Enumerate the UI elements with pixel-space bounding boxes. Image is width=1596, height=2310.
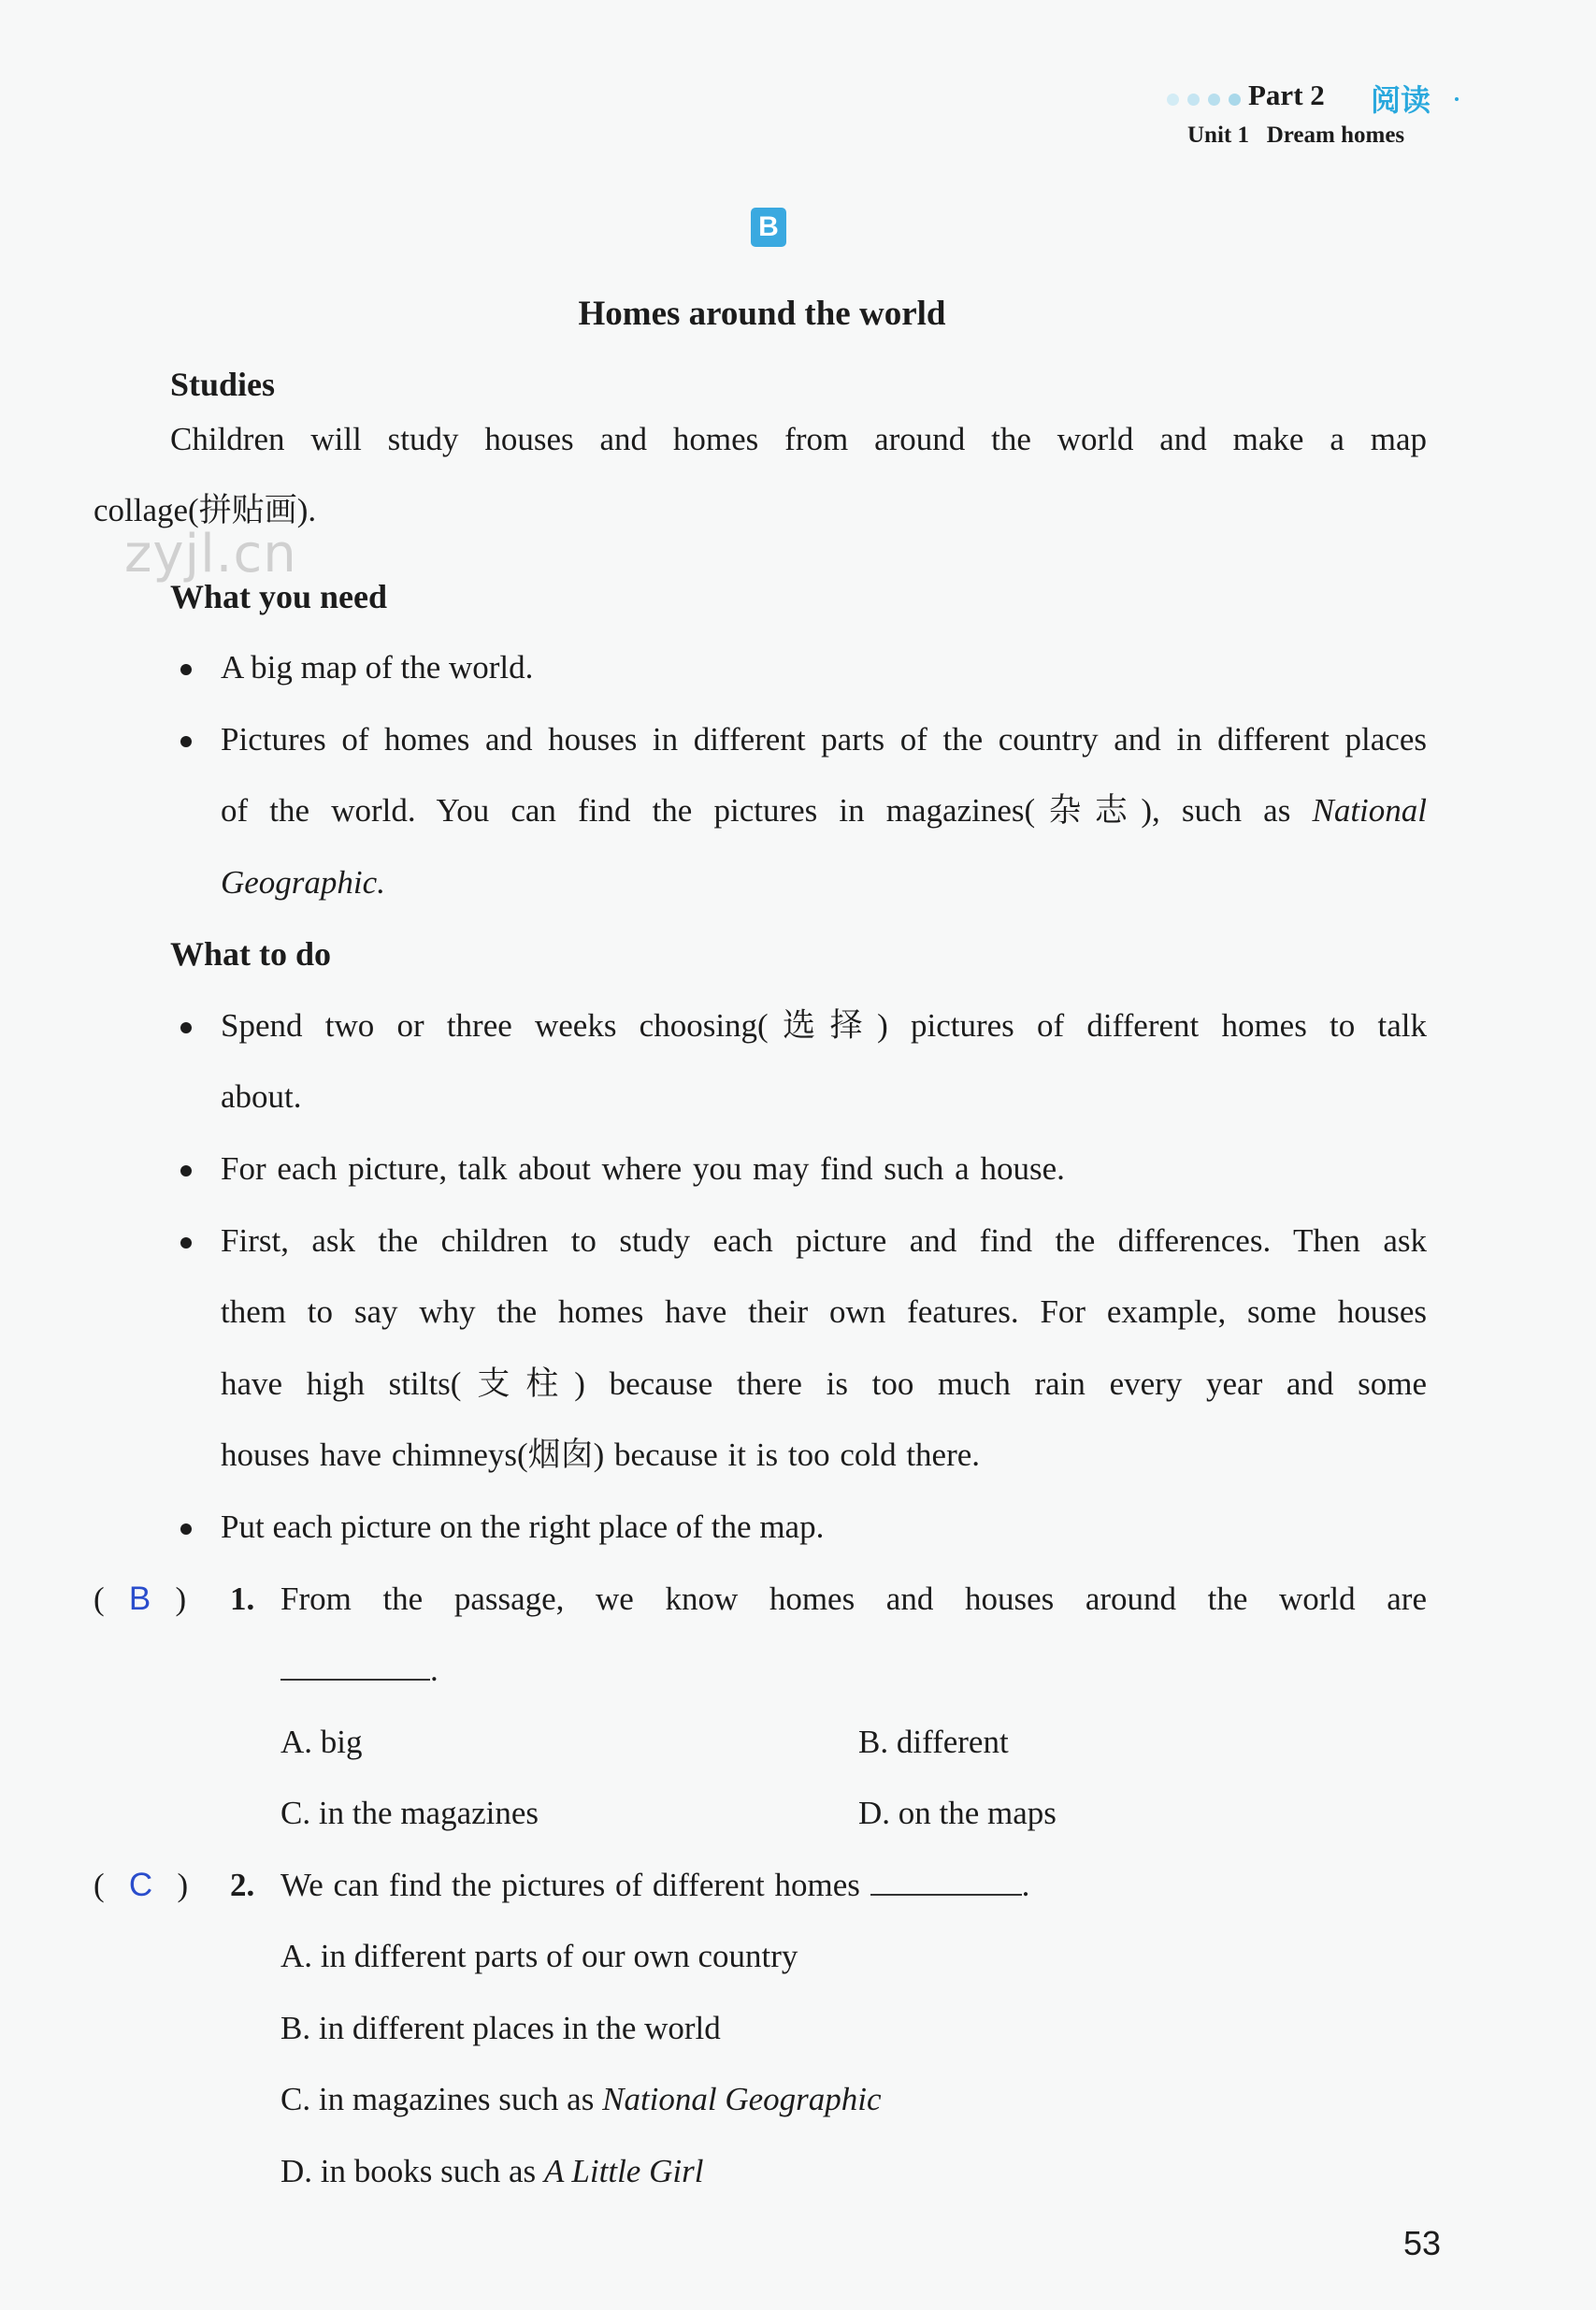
question-2-option-b: B. in different places in the world <box>280 2010 721 2046</box>
magazine-name-italic-2: Geographic. <box>221 864 385 901</box>
bullet-icon <box>180 1237 192 1249</box>
bullet-icon <box>180 1523 192 1535</box>
bullet-icon <box>180 664 192 675</box>
header-unit-label: Unit 1 <box>1187 123 1249 148</box>
what-you-need-heading: What you need <box>170 578 388 615</box>
header-dot <box>1455 97 1459 101</box>
question-2-option-c-text: C. in magazines such as <box>280 2081 595 2117</box>
todo-item-4: Put each picture on the right place of the map. <box>221 1509 825 1545</box>
question-1-stem: From the passage, we know homes and houses around the world are <box>280 1581 1427 1617</box>
todo-item-3-line-3: have high stilts(支柱) because there is too much rain every year and some <box>221 1365 1427 1402</box>
question-1-option-c: C. in the magazines <box>280 1795 539 1831</box>
header-dots <box>1167 94 1241 106</box>
todo-item-2: For each picture, talk about where you may find such a house. <box>221 1150 1065 1187</box>
studies-line-1: Children will study houses and homes from around the world and make a map <box>170 421 1427 457</box>
need-item-2-line-2 <box>221 792 1427 830</box>
section-badge: B <box>751 208 786 247</box>
question-2-option-d-text: D. in books such as <box>280 2153 537 2189</box>
todo-item-1-line-1: Spend two or three weeks choosing(选择) pictures of different homes to talk <box>221 1007 1427 1044</box>
question-1-option-a: A. big <box>280 1724 363 1760</box>
question-1-option-b: B. different <box>858 1724 1009 1760</box>
question-1-answer-box: ( B ) <box>93 1581 187 1617</box>
question-2-option-c-italic: National Geographic <box>602 2081 882 2117</box>
question-2-option-a: A. in different parts of our own country <box>280 1938 798 1974</box>
question-2-answer-box: ( C ) <box>93 1867 189 1903</box>
question-2-number: 2. <box>230 1867 255 1903</box>
todo-item-3-line-4: houses have chimneys(烟囱) because it is too cold there. <box>221 1437 981 1473</box>
studies-heading: Studies <box>170 366 276 403</box>
header-unit-title: Dream homes <box>1266 123 1405 148</box>
question-2-stem-line: We can find the pictures of different homes . <box>280 1867 1030 1903</box>
question-2-stem: We can find the pictures of different homes <box>280 1867 860 1903</box>
bullet-icon <box>180 1022 192 1033</box>
question-1-option-d: D. on the maps <box>858 1795 1057 1831</box>
watermark: zyjl.cn <box>124 524 297 585</box>
question-1-blank: . <box>280 1652 439 1689</box>
question-1-answer: B <box>128 1581 151 1617</box>
what-to-do-heading: What to do <box>170 935 332 973</box>
passage-title: Homes around the world <box>578 295 946 333</box>
todo-item-3-line-1: First, ask the children to study each picture and find the differences. Then ask <box>221 1222 1427 1259</box>
need-item-2-line-1: Pictures of homes and houses in different parts of the country and in different places <box>221 721 1427 758</box>
todo-item-1-line-2: about. <box>221 1078 302 1115</box>
need-item-1: A big map of the world. <box>221 649 534 686</box>
studies-line-2: collage(拼贴画). <box>93 492 317 528</box>
question-2-option-d <box>280 2153 703 2190</box>
question-1-number: 1. <box>230 1581 255 1617</box>
header-section-cn: 阅读 <box>1371 82 1431 118</box>
bullet-icon <box>180 736 192 747</box>
header-unit <box>1187 123 1404 149</box>
question-2-option-c <box>280 2081 882 2118</box>
todo-item-3-line-2: them to say why the homes have their own features. For example, some houses <box>221 1293 1427 1330</box>
bullet-icon <box>180 1165 192 1177</box>
magazine-name-italic: National <box>1312 792 1427 829</box>
question-2-option-d-italic: A Little Girl <box>543 2153 704 2189</box>
page-number: 53 <box>1403 2224 1442 2262</box>
need-item-2-line-3 <box>221 864 385 902</box>
question-2-answer: C <box>128 1867 153 1903</box>
header-part: Part 2 <box>1248 79 1325 111</box>
need-item-2-line-2-text: of the world. You can find the pictures in magazines(杂志), such as <box>221 792 1291 829</box>
